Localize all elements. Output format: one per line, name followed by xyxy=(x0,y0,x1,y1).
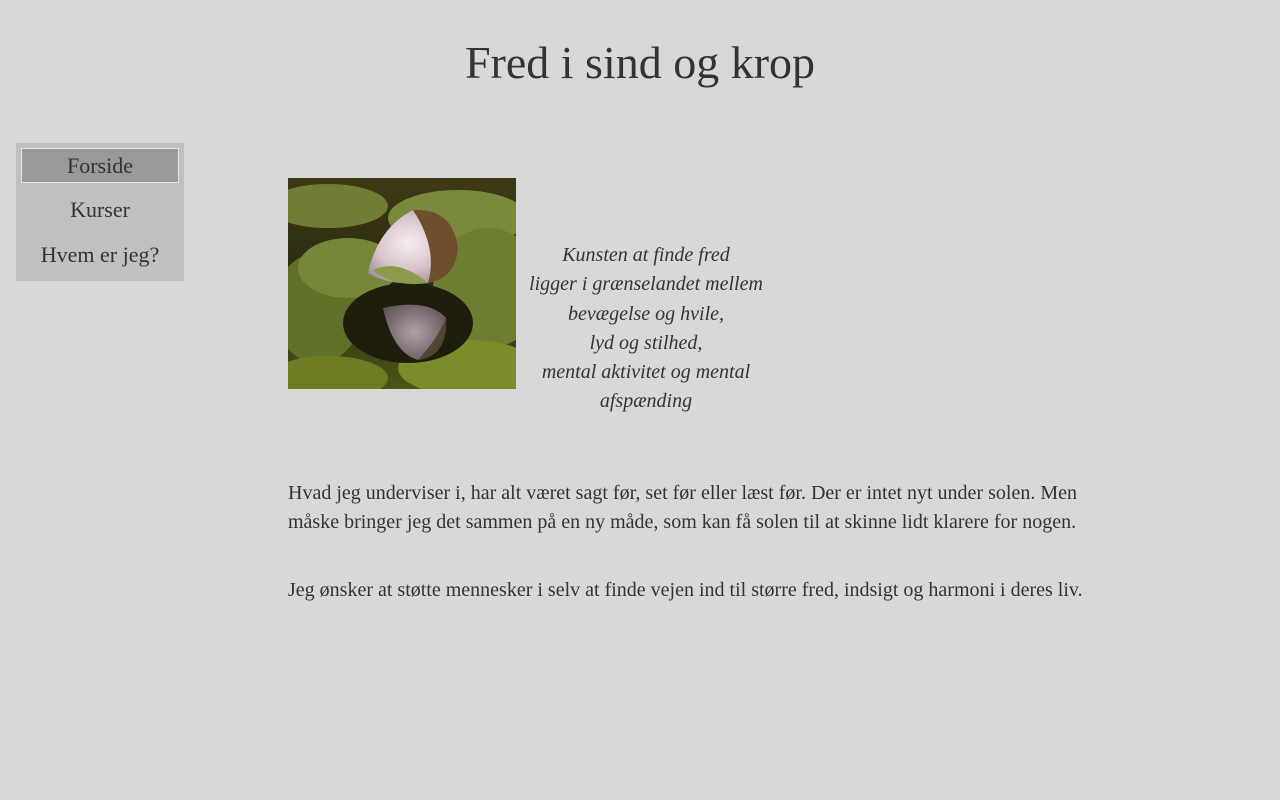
page-title: Fred i sind og krop xyxy=(464,37,816,88)
quote-line: ligger i grænselandet mellem xyxy=(529,273,763,296)
quote-line: lyd og stilhed, xyxy=(589,331,703,354)
quote xyxy=(522,241,770,417)
intro-paragraph: Hvad jeg underviser i, har alt været sagt før, set før eller læst før. Der er intet nyt under solen. Men måske bringer jeg det sammen på en ny måde, som kan få solen til at skinne lidt klarere for nogen. xyxy=(288,482,1077,533)
water-lily-photo xyxy=(288,178,516,389)
nav-item-hvem-er-jeg[interactable]: Hvem er jeg? xyxy=(40,242,160,267)
quote-line: Kunsten at finde fred xyxy=(562,244,730,266)
nav-item-kurser[interactable]: Kurser xyxy=(70,197,130,222)
mission-paragraph: Jeg ønsker at støtte mennesker i selv at finde vejen ind til større fred, indsigt og harmoni i deres liv. xyxy=(288,579,1083,601)
main-navigation xyxy=(16,143,184,281)
quote-line: afspænding xyxy=(599,390,693,413)
nav-item-forside[interactable]: Forside xyxy=(21,148,179,183)
quote-line: bevægelse og hvile, xyxy=(567,302,725,325)
water-lily-image xyxy=(288,178,516,389)
quote-line: mental aktivitet og mental xyxy=(541,361,751,384)
